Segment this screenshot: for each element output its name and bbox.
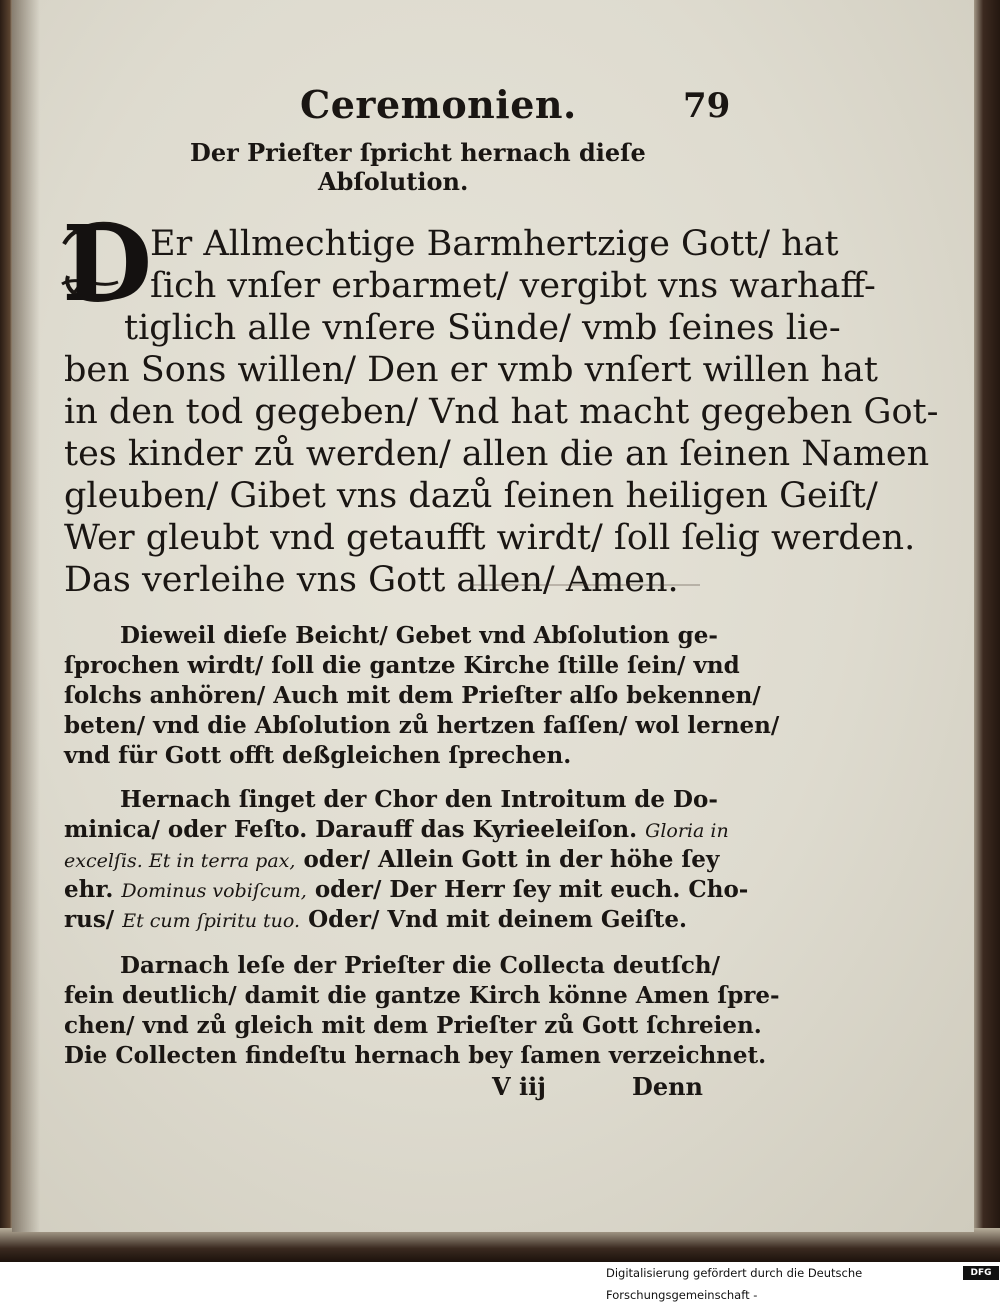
introitus-latin: Gloria in (645, 820, 729, 842)
show-through-rule (470, 584, 700, 586)
book-edge-bottom (0, 1228, 1000, 1262)
collecta-line: Darnach leſe der Prieſter die Collecta deutſch/ (120, 952, 720, 979)
absolution-line: ſich vnſer erbarmet/ vergibt vns warhaff- (150, 266, 876, 306)
introitus-line (64, 816, 729, 843)
signature-mark: V iij (492, 1072, 546, 1101)
collecta-line: Die Collecten findeſtu hernach bey ſamen verzeichnet. (64, 1042, 767, 1069)
absolution-line: Wer gleubt vnd getaufft wirdt/ ſoll ſelig werden. (64, 518, 916, 558)
dfg-logo[interactable]: DFG (963, 1266, 999, 1280)
book-edge-right (972, 0, 1000, 1262)
introitus-line (64, 906, 687, 933)
introitus-line (64, 846, 719, 873)
absolution-line: gleuben/ Gibet vns dazů ſeinen heiligen Geiſt/ (64, 476, 878, 516)
introitus-latin: Dominus vobiſcum, (121, 880, 307, 902)
instruction-line: vnd für Gott offt deßgleichen ſprechen. (64, 742, 572, 769)
absolution-line: ben Sons willen/ Den er vmb vnſert willen hat (64, 350, 878, 390)
catchword: Denn (632, 1072, 703, 1101)
introitus-latin: Et cum ſpiritu tuo. (122, 910, 301, 932)
absolution-line: Das verleihe vns Gott allen/ Amen. (64, 560, 679, 600)
absolution-line: tes kinder zů werden/ allen die an ſeinen Namen (64, 434, 930, 474)
gutter-shadow (12, 0, 40, 1232)
introitus-german: oder/ Der Herr ſey mit euch. Cho- (314, 876, 749, 903)
instruction-line: beten/ vnd die Abſolution zů hertzen faſſen/ wol lernen/ (64, 712, 780, 739)
digitization-credit: Digitalisierung gefördert durch die Deutsche Forschungsgemeinschaft - (606, 1266, 863, 1302)
absolution-line: in den tod gegeben/ Vnd hat macht gegeben Got- (64, 392, 939, 432)
subheading-line-2: Abſolution. (318, 167, 469, 196)
introitus-german: Oder/ Vnd mit deinem Geiſte. (308, 906, 688, 933)
instruction-line: ſprochen wirdt/ ſoll die gantze Kirche ſtille ſein/ vnd (64, 652, 740, 679)
introitus-german: oder/ Allein Gott in der höhe ſey (303, 846, 720, 873)
introitus-latin: excelſis. Et in terra pax, (64, 850, 296, 872)
introitus-german: minica/ oder Feſto. Darauff das Kyrieeleiſon. (64, 816, 638, 843)
running-head: Ceremonien. (300, 82, 577, 127)
page-number: 79 (683, 86, 731, 126)
absolution-line: tiglich alle vnſere Sünde/ vmb ſeines lie- (124, 308, 841, 348)
absolution-line: Er Allmechtige Barmhertzige Gott/ hat (150, 224, 839, 264)
subheading-line-1: Der Prieſter ſpricht hernach dieſe (190, 138, 646, 167)
introitus-german: ehr. (64, 876, 114, 903)
introitus-line: Hernach ſinget der Chor den Introitum de Do- (120, 786, 718, 813)
instruction-line: ſolchs anhören/ Auch mit dem Prieſter alſo bekennen/ (64, 682, 761, 709)
introitus-line (64, 876, 748, 903)
introitus-german: rus/ (64, 906, 115, 933)
initial-letter: D (62, 202, 153, 325)
collecta-line: chen/ vnd zů gleich mit dem Prieſter zů Gott ſchreien. (64, 1012, 762, 1039)
instruction-line: Dieweil dieſe Beicht/ Gebet vnd Abſolution ge- (120, 622, 718, 649)
collecta-line: fein deutlich/ damit die gantze Kirch könne Amen ſpre- (64, 982, 780, 1009)
